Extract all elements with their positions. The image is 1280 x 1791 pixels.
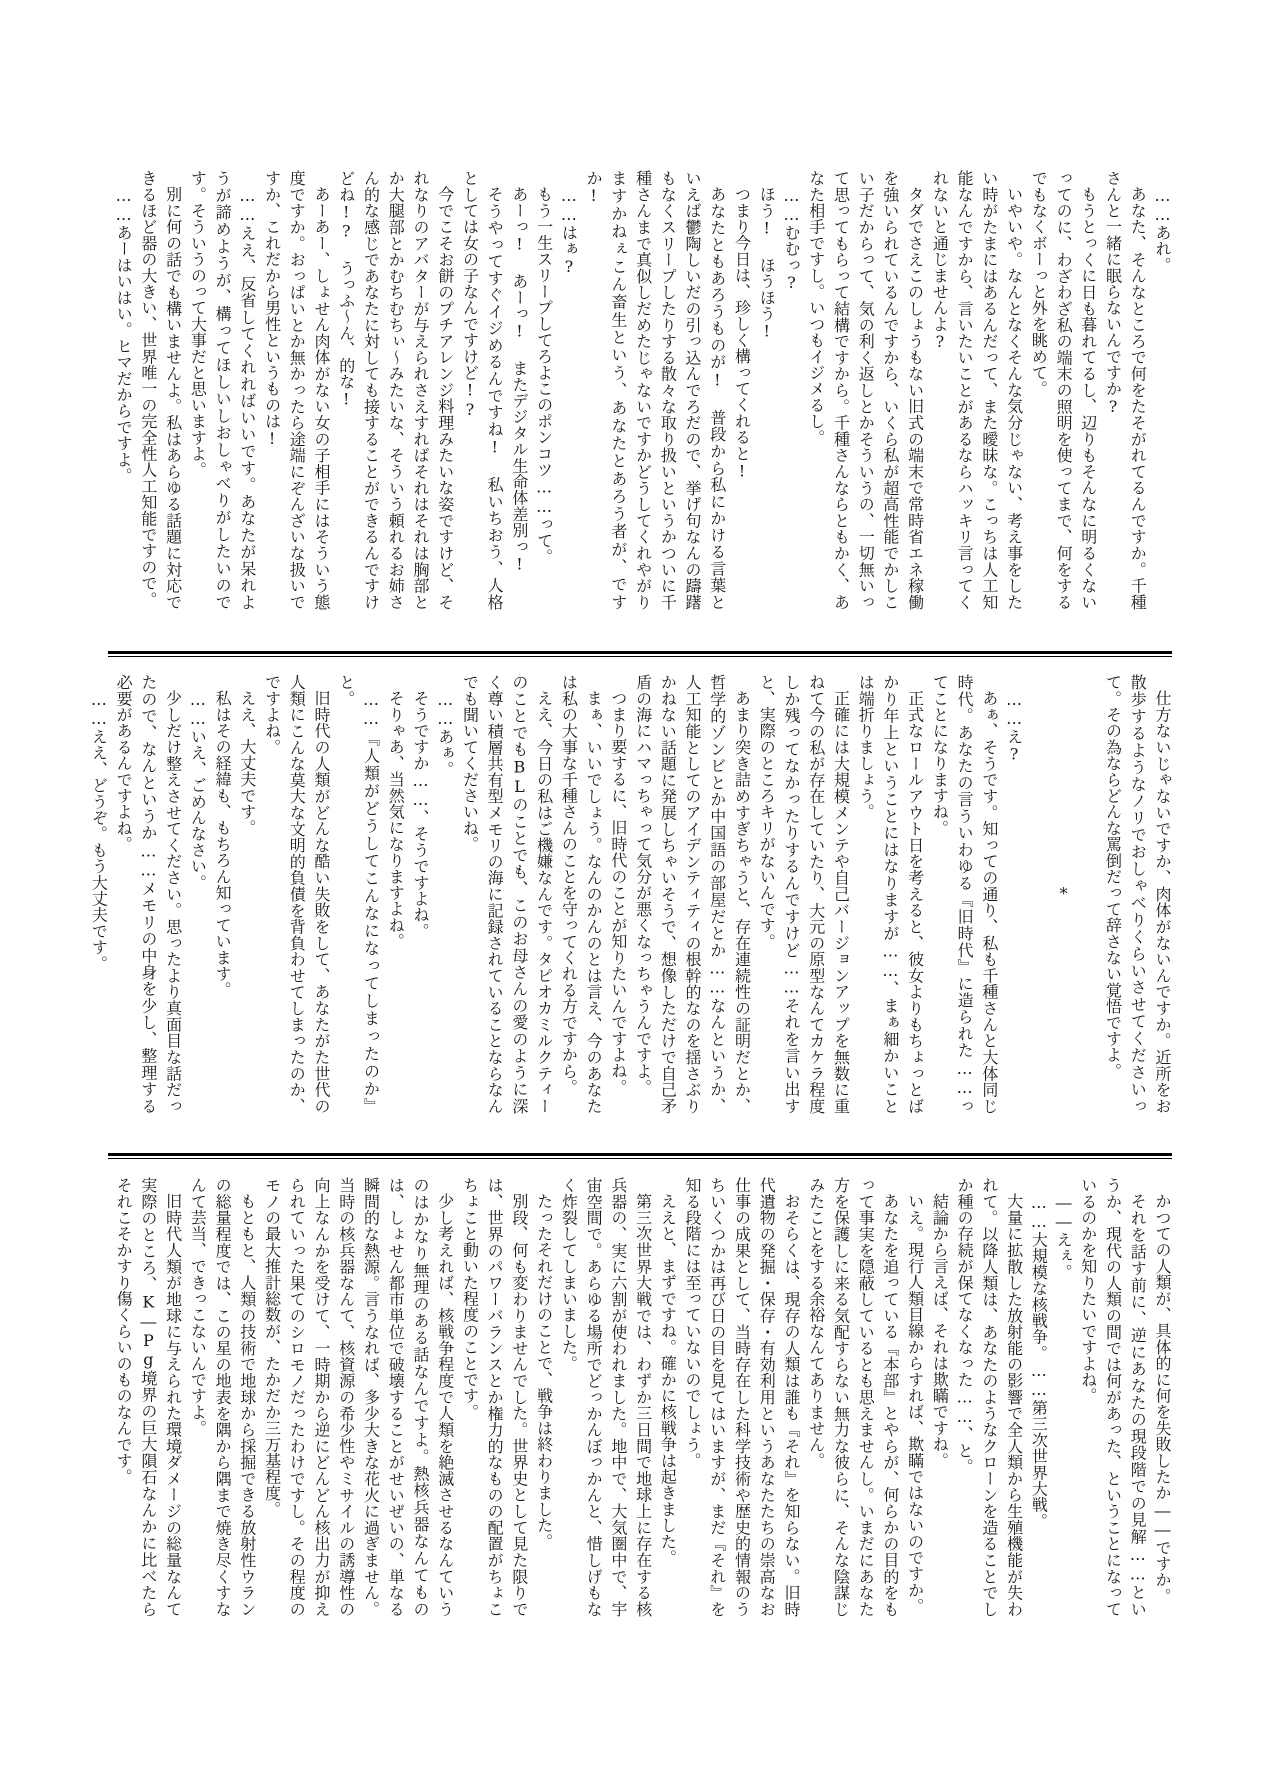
section-divider-bottom	[108, 1153, 1172, 1159]
paragraph: ええ、大丈夫です。	[237, 690, 257, 836]
paragraph: もうとっくに日も暮れてるし、辺りもそんなに明るくないってのに、わざわざ私の端末の照明を使ってまで、何をするでもなくボーっと外を眺めて。	[1029, 170, 1098, 610]
paragraph: おそらくは、現存の人類は誰も『それ』を知らない。旧時代遺物の発掘・保存・有効利用というあなたたちの崇高なお仕事の成果として、当時存在した科学技術や歴史的情報のうちいくつかは再び日の目を見てはいますが、まだ『それ』を知る段階には至っていないのでしょう。	[683, 1177, 801, 1617]
paragraph: 別に何の話でも構いませんよ。私はあらゆる話題に対応できるほど器の大きい、世界唯一の完全性人工知能ですので。	[138, 170, 183, 610]
paragraph: ……大規模な核戦争。……第三次世界大戦。	[1029, 1193, 1049, 1529]
paragraph: ――えぇ。	[1054, 1193, 1074, 1280]
paragraph: ……ええ、反省してくれればいいです。あなたが呆れようが諦めようが、構ってほしいしおしゃべりがしたいのです。そういうのって大事だと思いますよ。	[188, 170, 257, 610]
paragraph: 少し考えれば、核戦争程度で人類を絶滅させるなんていうのはかなり無理のある話なんですよ。熱核兵器なんてものは、しょせん都市単位で破壊することがせいぜいの、単なる瞬間的な熱源。言うなれば、多少大きな花火に過ぎません。当時の核兵器なんて、核資源の希少性やミサイルの誘導性の向上なんかを受けて、一時期から逆にどんどん核出力が抑えられていった果てのシロモノだったわけですし。その程度のモノの最大推計総数が、たかだか三万基程度。	[262, 1177, 455, 1617]
divider-thin-line	[108, 656, 1172, 657]
paragraph: たったそれだけのことで、戦争は終わりました。	[534, 1193, 554, 1550]
paragraph: 少しだけ整えさせてください。思ったより真面目な話だったので、なんというか……メモリの中身を少し、整理する必要があるんですよね。	[114, 674, 183, 1114]
paragraph: もともと、人類の技術で地球から採掘できる放射性ウランの総量程度では、この星の地表を隅から隅まで焼き尽くすなんて芸当、できっこないんですよ。	[188, 1177, 257, 1617]
paragraph: つまり要するに、旧時代のことが知りたいんですよね。	[608, 690, 628, 1095]
paragraph: ええと、まずですね。確かに核戦争は起きました。	[658, 1193, 678, 1566]
paragraph: あーっ! あーっ! またデジタル生命体差別っ!	[509, 186, 529, 574]
paragraph: いやいや。なんとなくそんな気分じゃない、考え事をしたい時がたまにはあるんだって、また曖昧な。こっちは人工知能なんですから、言いたいことがあるならハッキリ言ってくれないと通じませんよ?	[930, 170, 1024, 610]
paragraph: そうですか……、そうですよね。	[410, 690, 430, 939]
paragraph: ……『人類がどうしてこんなになってしまったのか』と。	[336, 674, 381, 1114]
paragraph: 第三次世界大戦では、わずか三日間で地球上に存在する核兵器の、実に六割が使われました。地中で、大気圏中で、宇宙空間で。あらゆる場所でどっかんぼっかんと、惜しげもなく炸裂してしまいました。	[559, 1177, 653, 1617]
paragraph: ……え?	[1004, 690, 1024, 764]
paragraph: ……あぁ。	[435, 690, 455, 777]
paragraph: ……はぁ?	[559, 186, 579, 276]
paragraph: あなた、そんなところで何をたそがれてるんですか。千種さんと一緒に眠らないんですか?	[1103, 170, 1148, 610]
text-section-middle	[89, 674, 1174, 1114]
paragraph: ……むむっ?	[781, 186, 801, 293]
paragraph: まぁ、いいでしょう。なんのかんのとは言え、今のあなたは私の大事な千種さんのことを守ってくれる方ですから。	[559, 674, 604, 1114]
paragraph: 別段、何も変わりませんでした。世界史として見た限りでは、世界のパワーバランスとか権力的なものの配置がちょこちょこと動いた程度のことです。	[460, 1177, 529, 1617]
text-section-bottom	[108, 1177, 1174, 1617]
section-break-asterisk: *	[1054, 884, 1074, 904]
divider-thick-line	[108, 1153, 1172, 1156]
paragraph: 旧時代人類が地球に与えられた環境ダメージの総量なんて実際のところ、K―Pg境界の巨大隕石なんかに比べたらそれこそかすり傷くらいのものなんです。	[114, 1177, 183, 1617]
paragraph: あぁ、そうです。知っての通り、私も千種さんと大体同じ時代。あなたの言ういわゆる『旧時代』に造られた……ってことになりますね。	[930, 674, 999, 1114]
paragraph: 私はその経緯も、もちろん知っています。	[213, 690, 233, 998]
divider-thin-line	[108, 1158, 1172, 1159]
paragraph: かつての人類が、具体的に何を失敗したか――ですか。	[1153, 1193, 1172, 1604]
paragraph: 結論から言えば、それは欺瞞ですね。	[930, 1193, 950, 1469]
paragraph: もう一生スリープしてろよこのポンコツ……って。	[534, 186, 554, 565]
paragraph: あなたともあろうものが! 普段から私にかける言葉といえば鬱陶しいだの引っ込んでろだので、挙げ句なんの躊躇もなくスリープしたりする散々な取り扱いというかついに千種さんまで真似しだめたじゃないですかどうしてくれやがりますかねぇこん畜生という、あなたとあろう者が、ですか!	[584, 170, 727, 610]
paragraph: 大量に拡散した放射能の影響で全人類から生殖機能が失われて。以降人類は、あなたのようなクローンを造ることでしか種の存続が保てなくなった……、と。	[955, 1177, 1024, 1617]
paragraph: つまり今日は、珍しく構ってくれると!	[732, 186, 752, 481]
paragraph: あまり突き詰めすぎちゃうと、存在連続性の証明だとか、哲学的ゾンビとか中国語の部屋だとか……なんというか、人工知能としてのアイデンティティの根幹的なのを揺さぶりかねない話題に発展しちゃいそうで、想像しただけで自己矛盾の海にハマっちゃって気分が悪くなっちゃうんですよ。	[633, 674, 752, 1114]
paragraph: あーあー、しょせん肉体がない女の子相手にはそういう態度ですか。おっぱいとか無かったら途端にぞんざいな扱いですか、これだから男性というものは!	[262, 170, 332, 610]
paragraph: ……あーはいはい。ヒマだからですよ。	[114, 186, 134, 484]
section-divider-top	[108, 651, 1172, 657]
paragraph: タダでさえこのしょうもない旧式の端末で常時省エネ稼働を強いられているんですから、いくら私が超高性能でかしこい子だからって、気の利く返しとかそういうの、一切無いって思ってもらって結構ですから。千種さんならともかく、あなた相手ですし。いつもイジメるし。	[806, 170, 925, 610]
paragraph: あなたを追っている『本部』とやらが、何らかの目的をもって事実を隠蔽しているとも思えませんし。いまだにあなた方を保護しに来る気配すらない無力な彼らに、そんな陰謀じみたことをする余裕なんてありません。	[806, 1177, 900, 1617]
paragraph: それを話す前に、逆にあなたの現段階での見解……というか、現代の人類の間では何があった、ということになっているのかを知りたいですよね。	[1078, 1177, 1148, 1617]
paragraph: ほう! ほうほう!	[757, 186, 777, 341]
paragraph: 旧時代の人類がどんな酷い失敗をして、あなたがた世代の人類にこんな莫大な文明的負債を背負わせてしまったのか、ですよね。	[262, 674, 332, 1114]
text-section-top	[108, 170, 1174, 610]
paragraph: ……いえ、ごめんなさい。	[188, 690, 208, 891]
paragraph: そうやってすぐイジめるんですね! 私いちおう、人格としては女の子なんですけど!?	[460, 170, 505, 610]
paragraph: ええ、今日の私はご機嫌なんです。タピオカミルクティーのことでもBLのことでも、このお母さんの愛のように深く尊い積層共有型メモリの海に記録されていることならなんでも聞いてくださいね。	[460, 674, 554, 1114]
paragraph: 正確には大規模メンテや自己バージョンアップを無数に重ねて今の私が存在していたり、大元の原型なんてカケラ程度しか残ってなかったりするんですけど……それを言い出すと、実際のところキリがないんです。	[757, 674, 851, 1114]
paragraph: 今でこそお餅のプチアレンジ料理みたいな姿ですけど、それなりのアバターが与えられさえすればそれはそれは胸部とか大腿部とかむちむちぃ〜みたいな、そういう頼れるお姉さん的な感じであなたに対しても接することができるんですけどね!? うっふ〜ん、的な!	[336, 170, 455, 610]
paragraph: 正式なロールアウト日を考えると、彼女よりもちょっとばかり年上ということにはなりますが……、まぁ細かいことは端折りましょう。	[856, 674, 925, 1114]
divider-thick-line	[108, 651, 1172, 654]
paragraph: 仕方ないじゃないですか、肉体がないんですか。近所をお散歩するようなノリでおしゃべりくらいさせてくださいって。その為ならどんな罵倒だって辞さない覚悟ですよ。	[1103, 674, 1172, 1114]
paragraph: いえ。現行人類目線からすれば、欺瞞ではないのですか。	[905, 1193, 925, 1615]
paragraph: ……あれ。	[1153, 186, 1172, 273]
paragraph: ……ええ、どうぞ。もう大丈夫です。	[89, 690, 109, 972]
paragraph: そりゃあ、当然気になりますよね。	[386, 690, 406, 950]
